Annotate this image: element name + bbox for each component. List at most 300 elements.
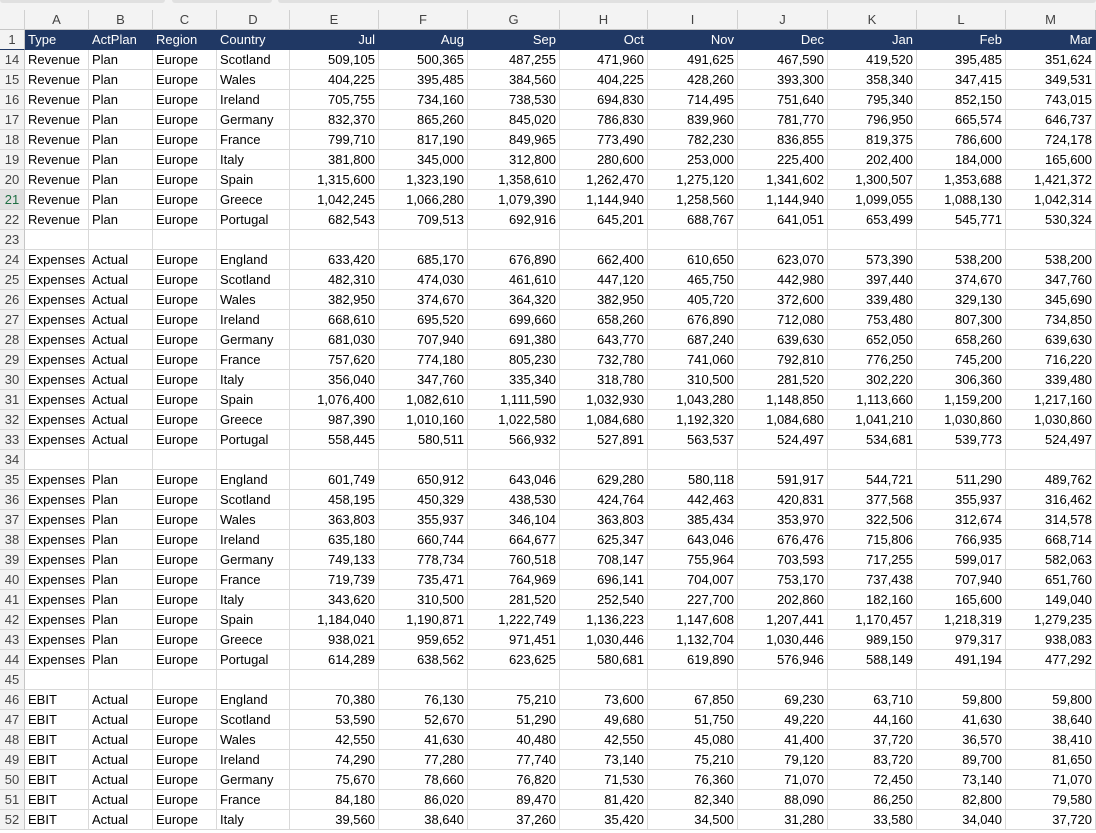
grid-cell[interactable]: 1,084,680 xyxy=(560,410,648,430)
grid-cell[interactable]: 1,144,940 xyxy=(738,190,828,210)
grid-cell[interactable]: 74,290 xyxy=(290,750,379,770)
grid-cell[interactable]: Plan xyxy=(89,190,153,210)
grid-cell[interactable]: Ireland xyxy=(217,530,290,550)
grid-cell[interactable]: 849,965 xyxy=(468,130,560,150)
grid-cell[interactable]: Plan xyxy=(89,530,153,550)
column-header-m[interactable]: M xyxy=(1006,10,1096,30)
grid-cell[interactable]: 356,040 xyxy=(290,370,379,390)
grid-cell[interactable]: 353,970 xyxy=(738,510,828,530)
grid-cell[interactable]: 86,020 xyxy=(379,790,468,810)
grid-cell[interactable]: 374,670 xyxy=(917,270,1006,290)
header-cell[interactable]: Jan xyxy=(828,30,917,50)
header-cell[interactable]: Country xyxy=(217,30,290,50)
grid-cell[interactable]: 524,497 xyxy=(738,430,828,450)
grid-cell[interactable]: Ireland xyxy=(217,750,290,770)
grid-cell[interactable] xyxy=(290,670,379,690)
grid-cell[interactable]: Scotland xyxy=(217,270,290,290)
header-cell[interactable]: Dec xyxy=(738,30,828,50)
grid-cell[interactable]: 715,806 xyxy=(828,530,917,550)
grid-cell[interactable]: 623,070 xyxy=(738,250,828,270)
grid-cell[interactable]: 753,170 xyxy=(738,570,828,590)
grid-cell[interactable]: 202,400 xyxy=(828,150,917,170)
grid-cell[interactable]: 363,803 xyxy=(560,510,648,530)
grid-cell[interactable]: 625,347 xyxy=(560,530,648,550)
grid-cell[interactable]: 538,200 xyxy=(1006,250,1096,270)
grid-cell[interactable]: 52,670 xyxy=(379,710,468,730)
grid-cell[interactable]: Expenses xyxy=(25,610,89,630)
grid-cell[interactable]: Expenses xyxy=(25,250,89,270)
grid-cell[interactable]: Expenses xyxy=(25,290,89,310)
grid-cell[interactable]: 1,079,390 xyxy=(468,190,560,210)
grid-cell[interactable]: 641,051 xyxy=(738,210,828,230)
grid-cell[interactable]: EBIT xyxy=(25,730,89,750)
grid-cell[interactable]: Europe xyxy=(153,310,217,330)
grid-cell[interactable] xyxy=(379,230,468,250)
grid-cell[interactable]: Expenses xyxy=(25,650,89,670)
grid-cell[interactable]: 1,084,680 xyxy=(738,410,828,430)
grid-cell[interactable]: 395,485 xyxy=(379,70,468,90)
grid-cell[interactable]: Europe xyxy=(153,690,217,710)
spreadsheet-grid[interactable] xyxy=(0,10,1096,830)
grid-cell[interactable]: Plan xyxy=(89,90,153,110)
grid-cell[interactable]: 573,390 xyxy=(828,250,917,270)
grid-cell[interactable]: Scotland xyxy=(217,490,290,510)
grid-cell[interactable]: 347,760 xyxy=(379,370,468,390)
grid-cell[interactable]: 73,140 xyxy=(560,750,648,770)
grid-cell[interactable]: 63,710 xyxy=(828,690,917,710)
grid-cell[interactable]: 89,470 xyxy=(468,790,560,810)
grid-cell[interactable]: 76,360 xyxy=(648,770,738,790)
grid-cell[interactable]: 576,946 xyxy=(738,650,828,670)
grid-cell[interactable]: 351,624 xyxy=(1006,50,1096,70)
grid-cell[interactable]: 643,046 xyxy=(648,530,738,550)
grid-cell[interactable]: Italy xyxy=(217,150,290,170)
grid-cell[interactable]: 420,831 xyxy=(738,490,828,510)
grid-cell[interactable]: 781,770 xyxy=(738,110,828,130)
grid-cell[interactable]: 714,495 xyxy=(648,90,738,110)
grid-cell[interactable]: 310,500 xyxy=(648,370,738,390)
grid-cell[interactable]: Plan xyxy=(89,70,153,90)
grid-cell[interactable]: 681,030 xyxy=(290,330,379,350)
grid-cell[interactable]: Actual xyxy=(89,790,153,810)
grid-cell[interactable]: 71,070 xyxy=(1006,770,1096,790)
grid-cell[interactable] xyxy=(89,670,153,690)
grid-cell[interactable]: Expenses xyxy=(25,270,89,290)
grid-cell[interactable]: France xyxy=(217,790,290,810)
grid-cell[interactable]: 1,043,280 xyxy=(648,390,738,410)
grid-cell[interactable] xyxy=(560,670,648,690)
grid-cell[interactable]: 653,499 xyxy=(828,210,917,230)
grid-cell[interactable]: 839,960 xyxy=(648,110,738,130)
grid-cell[interactable]: 458,195 xyxy=(290,490,379,510)
grid-cell[interactable]: 735,471 xyxy=(379,570,468,590)
grid-cell[interactable]: Expenses xyxy=(25,530,89,550)
grid-cell[interactable]: Expenses xyxy=(25,370,89,390)
grid-cell[interactable]: 51,750 xyxy=(648,710,738,730)
grid-cell[interactable]: 1,010,160 xyxy=(379,410,468,430)
grid-cell[interactable]: Plan xyxy=(89,210,153,230)
grid-cell[interactable]: Revenue xyxy=(25,110,89,130)
grid-cell[interactable]: Europe xyxy=(153,190,217,210)
grid-cell[interactable]: EBIT xyxy=(25,790,89,810)
grid-cell[interactable]: 1,132,704 xyxy=(648,630,738,650)
row-number[interactable]: 47 xyxy=(0,710,25,730)
row-number[interactable]: 27 xyxy=(0,310,25,330)
grid-cell[interactable]: 312,674 xyxy=(917,510,1006,530)
grid-cell[interactable]: 676,890 xyxy=(648,310,738,330)
grid-cell[interactable]: 182,160 xyxy=(828,590,917,610)
grid-cell[interactable] xyxy=(217,450,290,470)
grid-cell[interactable]: 717,255 xyxy=(828,550,917,570)
grid-cell[interactable]: 165,600 xyxy=(917,590,1006,610)
grid-cell[interactable]: 347,415 xyxy=(917,70,1006,90)
grid-cell[interactable]: 786,600 xyxy=(917,130,1006,150)
grid-cell[interactable]: 349,531 xyxy=(1006,70,1096,90)
grid-cell[interactable]: 36,570 xyxy=(917,730,1006,750)
header-cell[interactable]: Nov xyxy=(648,30,738,50)
grid-cell[interactable]: Plan xyxy=(89,550,153,570)
grid-cell[interactable]: Plan xyxy=(89,170,153,190)
grid-cell[interactable]: Plan xyxy=(89,470,153,490)
grid-cell[interactable] xyxy=(1006,670,1096,690)
grid-cell[interactable]: Europe xyxy=(153,410,217,430)
grid-cell[interactable]: 491,194 xyxy=(917,650,1006,670)
grid-cell[interactable]: 37,260 xyxy=(468,810,560,830)
grid-cell[interactable]: 716,220 xyxy=(1006,350,1096,370)
grid-cell[interactable]: Europe xyxy=(153,270,217,290)
grid-cell[interactable]: Actual xyxy=(89,710,153,730)
grid-cell[interactable]: 75,210 xyxy=(468,690,560,710)
grid-cell[interactable]: 1,148,850 xyxy=(738,390,828,410)
grid-cell[interactable]: Europe xyxy=(153,550,217,570)
grid-cell[interactable]: 37,720 xyxy=(828,730,917,750)
row-number[interactable]: 24 xyxy=(0,250,25,270)
grid-cell[interactable]: EBIT xyxy=(25,810,89,830)
grid-cell[interactable]: Plan xyxy=(89,630,153,650)
grid-cell[interactable]: 1,030,446 xyxy=(560,630,648,650)
grid-cell[interactable]: 59,800 xyxy=(917,690,1006,710)
grid-cell[interactable]: England xyxy=(217,250,290,270)
grid-cell[interactable]: Revenue xyxy=(25,190,89,210)
grid-cell[interactable]: 1,258,560 xyxy=(648,190,738,210)
grid-cell[interactable]: 34,500 xyxy=(648,810,738,830)
grid-cell[interactable] xyxy=(290,450,379,470)
row-number[interactable]: 28 xyxy=(0,330,25,350)
grid-cell[interactable]: 665,574 xyxy=(917,110,1006,130)
column-header-b[interactable]: B xyxy=(89,10,153,30)
row-number[interactable]: 32 xyxy=(0,410,25,430)
grid-cell[interactable]: 760,518 xyxy=(468,550,560,570)
grid-cell[interactable]: Revenue xyxy=(25,170,89,190)
grid-cell[interactable]: 253,000 xyxy=(648,150,738,170)
grid-cell[interactable]: 707,940 xyxy=(379,330,468,350)
grid-cell[interactable]: 1,207,441 xyxy=(738,610,828,630)
grid-cell[interactable] xyxy=(648,670,738,690)
grid-cell[interactable]: 31,280 xyxy=(738,810,828,830)
grid-cell[interactable]: Europe xyxy=(153,610,217,630)
grid-cell[interactable]: 382,950 xyxy=(560,290,648,310)
grid-cell[interactable]: 591,917 xyxy=(738,470,828,490)
grid-cell[interactable]: Expenses xyxy=(25,330,89,350)
row-number[interactable]: 21 xyxy=(0,190,25,210)
grid-cell[interactable]: Plan xyxy=(89,590,153,610)
grid-cell[interactable]: 302,220 xyxy=(828,370,917,390)
grid-cell[interactable]: 347,760 xyxy=(1006,270,1096,290)
grid-cell[interactable]: 534,681 xyxy=(828,430,917,450)
grid-cell[interactable]: 776,250 xyxy=(828,350,917,370)
grid-cell[interactable]: 699,660 xyxy=(468,310,560,330)
grid-cell[interactable]: Greece xyxy=(217,630,290,650)
column-header-g[interactable]: G xyxy=(468,10,560,30)
grid-cell[interactable]: 39,560 xyxy=(290,810,379,830)
grid-cell[interactable]: Greece xyxy=(217,190,290,210)
grid-cell[interactable]: 676,476 xyxy=(738,530,828,550)
grid-cell[interactable]: Europe xyxy=(153,510,217,530)
grid-cell[interactable]: 82,800 xyxy=(917,790,1006,810)
grid-cell[interactable]: Expenses xyxy=(25,430,89,450)
grid-cell[interactable]: 474,030 xyxy=(379,270,468,290)
grid-cell[interactable]: Wales xyxy=(217,290,290,310)
grid-cell[interactable]: 743,015 xyxy=(1006,90,1096,110)
grid-cell[interactable]: Expenses xyxy=(25,510,89,530)
grid-cell[interactable]: 1,032,930 xyxy=(560,390,648,410)
grid-cell[interactable] xyxy=(917,670,1006,690)
grid-cell[interactable]: 88,090 xyxy=(738,790,828,810)
grid-cell[interactable]: 41,400 xyxy=(738,730,828,750)
grid-cell[interactable]: 639,630 xyxy=(1006,330,1096,350)
grid-cell[interactable]: Italy xyxy=(217,370,290,390)
grid-cell[interactable]: 749,133 xyxy=(290,550,379,570)
grid-cell[interactable]: 49,220 xyxy=(738,710,828,730)
column-header-a[interactable]: A xyxy=(25,10,89,30)
grid-cell[interactable]: Actual xyxy=(89,330,153,350)
grid-cell[interactable]: Italy xyxy=(217,810,290,830)
select-all-corner[interactable] xyxy=(0,10,25,30)
grid-cell[interactable]: France xyxy=(217,570,290,590)
grid-cell[interactable]: 845,020 xyxy=(468,110,560,130)
grid-cell[interactable]: 86,250 xyxy=(828,790,917,810)
header-cell[interactable]: Jul xyxy=(290,30,379,50)
grid-cell[interactable]: Europe xyxy=(153,470,217,490)
grid-cell[interactable]: Europe xyxy=(153,590,217,610)
grid-cell[interactable]: 82,340 xyxy=(648,790,738,810)
grid-cell[interactable]: 49,680 xyxy=(560,710,648,730)
grid-cell[interactable]: 81,420 xyxy=(560,790,648,810)
row-number[interactable]: 51 xyxy=(0,790,25,810)
grid-cell[interactable]: 489,762 xyxy=(1006,470,1096,490)
grid-cell[interactable]: 252,540 xyxy=(560,590,648,610)
row-number[interactable]: 45 xyxy=(0,670,25,690)
grid-cell[interactable]: Actual xyxy=(89,390,153,410)
header-cell[interactable]: Feb xyxy=(917,30,1006,50)
grid-cell[interactable]: Revenue xyxy=(25,50,89,70)
grid-cell[interactable]: Spain xyxy=(217,390,290,410)
grid-cell[interactable]: Europe xyxy=(153,350,217,370)
grid-cell[interactable]: 1,341,602 xyxy=(738,170,828,190)
grid-cell[interactable]: 1,041,210 xyxy=(828,410,917,430)
grid-cell[interactable]: 971,451 xyxy=(468,630,560,650)
grid-cell[interactable]: 643,046 xyxy=(468,470,560,490)
row-number[interactable]: 17 xyxy=(0,110,25,130)
grid-cell[interactable] xyxy=(738,450,828,470)
grid-cell[interactable]: 77,740 xyxy=(468,750,560,770)
grid-cell[interactable]: 643,770 xyxy=(560,330,648,350)
grid-cell[interactable]: 345,000 xyxy=(379,150,468,170)
grid-cell[interactable]: 227,700 xyxy=(648,590,738,610)
grid-cell[interactable]: Europe xyxy=(153,790,217,810)
grid-cell[interactable]: 662,400 xyxy=(560,250,648,270)
row-number[interactable]: 34 xyxy=(0,450,25,470)
grid-cell[interactable] xyxy=(153,230,217,250)
grid-cell[interactable]: 79,580 xyxy=(1006,790,1096,810)
grid-cell[interactable]: Europe xyxy=(153,490,217,510)
grid-cell[interactable]: 509,105 xyxy=(290,50,379,70)
grid-cell[interactable]: 645,201 xyxy=(560,210,648,230)
grid-cell[interactable]: 281,520 xyxy=(738,370,828,390)
grid-cell[interactable]: 658,260 xyxy=(560,310,648,330)
grid-cell[interactable]: 404,225 xyxy=(290,70,379,90)
grid-cell[interactable]: Plan xyxy=(89,510,153,530)
grid-cell[interactable]: 358,340 xyxy=(828,70,917,90)
grid-cell[interactable]: Expenses xyxy=(25,410,89,430)
grid-cell[interactable] xyxy=(468,670,560,690)
grid-cell[interactable]: Plan xyxy=(89,490,153,510)
grid-cell[interactable]: 676,890 xyxy=(468,250,560,270)
grid-cell[interactable]: 53,590 xyxy=(290,710,379,730)
grid-cell[interactable]: 202,860 xyxy=(738,590,828,610)
grid-cell[interactable]: 1,218,319 xyxy=(917,610,1006,630)
grid-cell[interactable] xyxy=(25,670,89,690)
grid-cell[interactable]: Italy xyxy=(217,590,290,610)
grid-cell[interactable]: 696,141 xyxy=(560,570,648,590)
grid-cell[interactable]: 724,178 xyxy=(1006,130,1096,150)
grid-cell[interactable]: 343,620 xyxy=(290,590,379,610)
grid-cell[interactable]: Portugal xyxy=(217,650,290,670)
grid-cell[interactable] xyxy=(738,230,828,250)
grid-cell[interactable] xyxy=(153,450,217,470)
grid-cell[interactable]: 832,370 xyxy=(290,110,379,130)
grid-cell[interactable]: Actual xyxy=(89,350,153,370)
row-number[interactable]: 20 xyxy=(0,170,25,190)
grid-cell[interactable]: 44,160 xyxy=(828,710,917,730)
grid-cell[interactable]: 623,625 xyxy=(468,650,560,670)
grid-cell[interactable]: 757,620 xyxy=(290,350,379,370)
grid-cell[interactable]: 1,030,860 xyxy=(1006,410,1096,430)
grid-cell[interactable]: 1,222,749 xyxy=(468,610,560,630)
grid-cell[interactable]: Actual xyxy=(89,270,153,290)
grid-cell[interactable]: 363,803 xyxy=(290,510,379,530)
grid-cell[interactable]: 1,099,055 xyxy=(828,190,917,210)
grid-cell[interactable]: 405,720 xyxy=(648,290,738,310)
grid-cell[interactable]: 987,390 xyxy=(290,410,379,430)
grid-cell[interactable]: 59,800 xyxy=(1006,690,1096,710)
row-number[interactable]: 36 xyxy=(0,490,25,510)
grid-cell[interactable]: 385,434 xyxy=(648,510,738,530)
grid-cell[interactable]: Spain xyxy=(217,170,290,190)
row-number[interactable]: 1 xyxy=(0,30,25,50)
grid-cell[interactable]: 465,750 xyxy=(648,270,738,290)
grid-cell[interactable]: 664,677 xyxy=(468,530,560,550)
grid-cell[interactable]: 738,530 xyxy=(468,90,560,110)
grid-cell[interactable]: 795,340 xyxy=(828,90,917,110)
row-number[interactable]: 19 xyxy=(0,150,25,170)
grid-cell[interactable] xyxy=(828,450,917,470)
grid-cell[interactable] xyxy=(917,450,1006,470)
grid-cell[interactable]: Actual xyxy=(89,310,153,330)
grid-cell[interactable]: 442,463 xyxy=(648,490,738,510)
grid-cell[interactable]: 83,720 xyxy=(828,750,917,770)
grid-cell[interactable]: 782,230 xyxy=(648,130,738,150)
grid-cell[interactable]: 524,497 xyxy=(1006,430,1096,450)
grid-cell[interactable]: 73,600 xyxy=(560,690,648,710)
grid-cell[interactable]: 35,420 xyxy=(560,810,648,830)
grid-cell[interactable]: 766,935 xyxy=(917,530,1006,550)
grid-cell[interactable]: EBIT xyxy=(25,750,89,770)
grid-cell[interactable]: 668,714 xyxy=(1006,530,1096,550)
grid-cell[interactable]: 397,440 xyxy=(828,270,917,290)
grid-cell[interactable] xyxy=(1006,230,1096,250)
grid-cell[interactable] xyxy=(25,450,89,470)
grid-cell[interactable]: 461,610 xyxy=(468,270,560,290)
grid-cell[interactable]: 719,739 xyxy=(290,570,379,590)
grid-cell[interactable]: 582,063 xyxy=(1006,550,1096,570)
grid-cell[interactable]: 708,147 xyxy=(560,550,648,570)
grid-cell[interactable]: Europe xyxy=(153,530,217,550)
grid-cell[interactable]: 438,530 xyxy=(468,490,560,510)
grid-cell[interactable]: 384,560 xyxy=(468,70,560,90)
grid-cell[interactable]: 165,600 xyxy=(1006,150,1096,170)
grid-cell[interactable]: 1,184,040 xyxy=(290,610,379,630)
grid-cell[interactable] xyxy=(153,670,217,690)
grid-cell[interactable]: Greece xyxy=(217,410,290,430)
grid-cell[interactable]: Plan xyxy=(89,50,153,70)
grid-cell[interactable]: 865,260 xyxy=(379,110,468,130)
grid-cell[interactable]: 734,160 xyxy=(379,90,468,110)
grid-cell[interactable]: 685,170 xyxy=(379,250,468,270)
grid-cell[interactable]: 1,159,200 xyxy=(917,390,1006,410)
grid-cell[interactable]: 695,520 xyxy=(379,310,468,330)
grid-cell[interactable]: Europe xyxy=(153,210,217,230)
grid-cell[interactable]: 76,820 xyxy=(468,770,560,790)
row-number[interactable]: 43 xyxy=(0,630,25,650)
column-header-j[interactable]: J xyxy=(738,10,828,30)
grid-cell[interactable]: Europe xyxy=(153,130,217,150)
grid-cell[interactable]: Revenue xyxy=(25,90,89,110)
grid-cell[interactable]: EBIT xyxy=(25,710,89,730)
grid-cell[interactable]: 84,180 xyxy=(290,790,379,810)
grid-cell[interactable]: 184,000 xyxy=(917,150,1006,170)
grid-cell[interactable]: 852,150 xyxy=(917,90,1006,110)
grid-cell[interactable]: 704,007 xyxy=(648,570,738,590)
grid-cell[interactable]: 1,147,608 xyxy=(648,610,738,630)
grid-cell[interactable] xyxy=(468,230,560,250)
grid-cell[interactable]: 500,365 xyxy=(379,50,468,70)
grid-cell[interactable]: 588,149 xyxy=(828,650,917,670)
column-header-k[interactable]: K xyxy=(828,10,917,30)
grid-cell[interactable]: 487,255 xyxy=(468,50,560,70)
grid-cell[interactable]: 707,940 xyxy=(917,570,1006,590)
grid-cell[interactable]: 482,310 xyxy=(290,270,379,290)
header-cell[interactable]: ActPlan xyxy=(89,30,153,50)
grid-cell[interactable]: 38,410 xyxy=(1006,730,1096,750)
grid-cell[interactable]: 355,937 xyxy=(379,510,468,530)
grid-cell[interactable]: 346,104 xyxy=(468,510,560,530)
grid-cell[interactable]: Revenue xyxy=(25,70,89,90)
header-cell[interactable]: Region xyxy=(153,30,217,50)
grid-cell[interactable]: 280,600 xyxy=(560,150,648,170)
grid-cell[interactable]: 1,170,457 xyxy=(828,610,917,630)
grid-cell[interactable]: 989,150 xyxy=(828,630,917,650)
